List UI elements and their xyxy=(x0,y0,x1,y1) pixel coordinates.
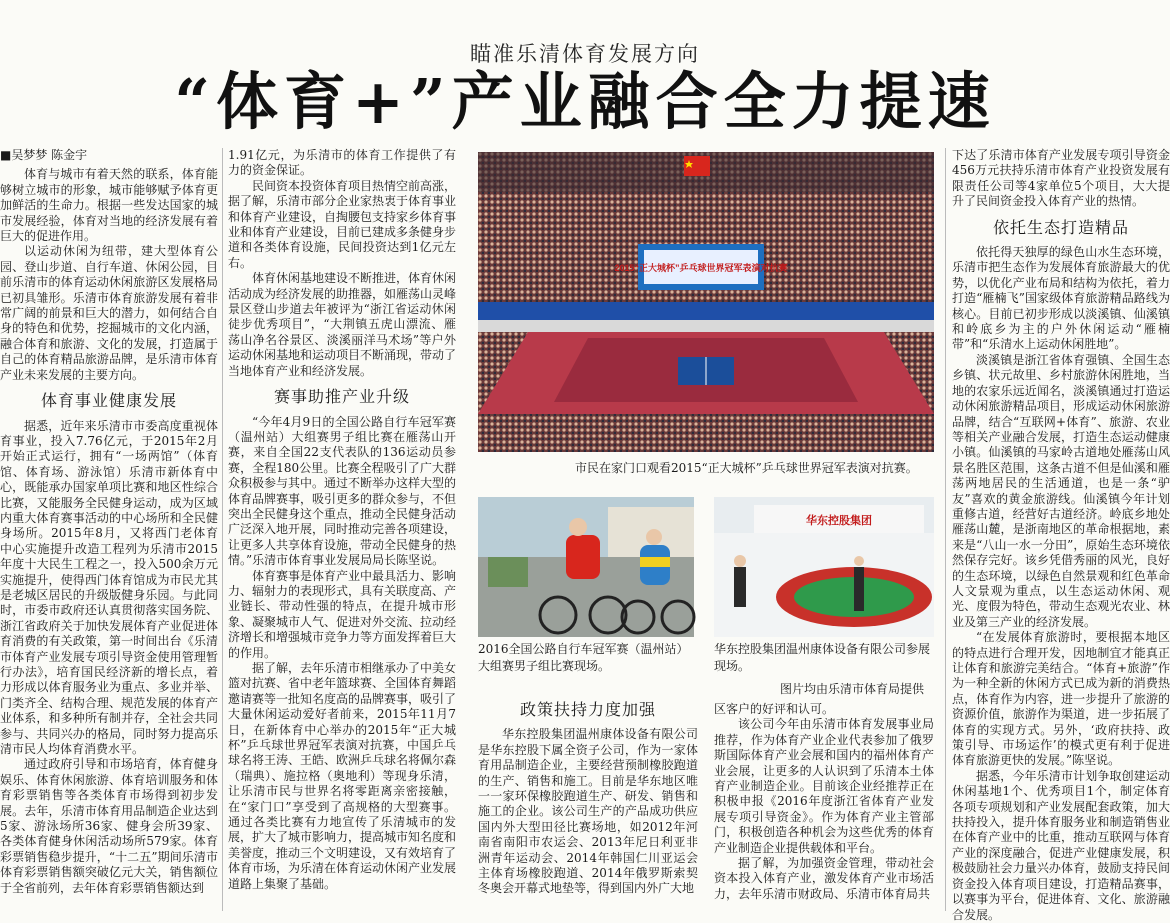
byline: ■吴梦梦 陈金宇 xyxy=(0,148,88,162)
paragraph: 体育休闲基地建设不断推进，体育休闲活动成为经济发展的助推器，如雁荡山灵峰景区登山步道去年被评为“浙江省运动休闲徒步优秀项目”，“大荆镇五虎山漂流、雁荡山净名谷景区、淡溪丽洋马术场”等户外运动休闲基地和运动项目不断涌现，带动了当地体育产业和经济发展。 xyxy=(228,271,457,378)
section-heading: 政策扶持力度加强 xyxy=(519,700,656,719)
photo-caption: 市民在家门口观看2015“正大城杯”乒乓球世界冠军表演对抗赛。 xyxy=(575,461,918,475)
column-4 xyxy=(714,702,934,911)
kicker-title: 瞄准乐清体育发展方向 xyxy=(470,42,700,66)
paragraph: 1.91亿元，为乐清市的体育工作提供了有力的资金保证。 xyxy=(228,148,456,178)
photo-caption: 华东控股集团温州康体设备有限公司参展现场。 xyxy=(714,642,931,673)
paragraph: 据悉，今年乐清市计划争取创建运动休闲基地1个、优秀项目1个，制定体育各项专项规划和产业发展配套政策，加大扶持投入，提升体育服务业和制造销售业在体育产业中的比重，推动互联网与体育产业的深度融合，促进产业健康发展，积极鼓励社会力量兴办体育，鼓励支持民间资金投入体育项目建设，打造精品赛事，以赛事为平台，促进体育、文化、旅游融合发展。 xyxy=(952,768,1170,922)
section-heading: 体育事业健康发展 xyxy=(40,391,177,411)
paragraph: 体育与城市有着天然的联系，体育能够树立城市的形象，城市能够赋予体育更加鲜活的生命力。根据一些发达国家的城市发展经验，体育对当地的经济发展有着巨大的促进作用。 xyxy=(0,167,218,244)
paragraph: 民间资本投资体育项目热情空前高涨，据了解，乐清市部分企业家热衷于体育事业和体育产业建设，自掏腰包支持家乡体育事业和体育产业建设，目前已建成多条健身步道和各类体育设施，民间投资达到1亿元左右。 xyxy=(228,178,457,270)
section-heading: 依托生态打造精品 xyxy=(992,217,1129,237)
paragraph: 依托得天独厚的绿色山水生态环境，乐清市把生态作为发展体育旅游最大的优势，以优化产业布局和结构为依托，着力打造“雁楠飞”国家级体育旅游精品路线为核心。目前已初步形成以淡溪镇、仙溪镇和岭底乡为主的户外休闲运动“雁楠带”和“乐清水上运动休闲胜地”。 xyxy=(952,245,1170,352)
expo-illustration xyxy=(714,497,934,637)
column-rule xyxy=(945,148,946,911)
cycling-illustration xyxy=(478,497,694,637)
arena-banner-text: 2015“正大城杯”乒乓球世界冠军表演对抗赛 xyxy=(614,263,788,273)
booth-sign-text: 华东控股集团 xyxy=(806,515,872,527)
paragraph: 据了解，为加强资金管理，带动社会资本投入体育产业，激发体育产业市场活力，去年乐清市财政局、乐清市体育局共 xyxy=(714,856,934,901)
photo-table-tennis-arena xyxy=(478,152,934,452)
photo-credit: 图片均由乐清市体育局提供 xyxy=(780,682,925,696)
paragraph: 该公司今年由乐清市体育发展事业局推荐，作为体育产业企业代表参加了俄罗斯国际体育产业会展和国内的福州体育产业会展，让更多的人认识到了乐清本土体育产业制造企业。目前该企业经推荐正在积极申报《2016年度浙江省体育产业发展专项引导资金》。作为体育产业主管部门，积极创造各种机会为这些优秀的体育产业制造企业提供载体和平台。 xyxy=(714,717,934,855)
paragraph: 通过政府引导和市场培育，体育健身娱乐、体育休闲旅游、体育培训服务和体育彩票销售等各类体育市场得到初步发展。去年，乐清市体育用品制造企业达到5家、游泳场所36家、健身会所39家、各类体育健身休闲活动场所579家。体育彩票销售稳步提升，“十二五”期间乐清市体育彩票销售额突破亿元大关，销售额位于全省前列，去年体育彩票销售额达到 xyxy=(0,757,218,895)
paragraph: “今年4月9日的全国公路自行车冠军赛（温州站）大组赛男子组比赛在雁荡山开赛，来自全国22支代表队的136运动员参赛，全程180公里。比赛全程吸引了广大群众积极参与其中。通过不断举办这样大型的体育品牌赛事，吸引更多的群众参与，不但突出全民健身这个重点，推动全民健身活动广泛深入地开展，同时推动完善各项建设，让更多人共享体育设施，带动全民健身的热情。”乐清市体育事业发展局局长陈坚说。 xyxy=(228,414,457,568)
paragraph: 淡溪镇是浙江省体育强镇、全国生态乡镇、状元故里、乡村旅游休闲胜地，当地的农家乐远近闻名，淡溪镇通过打造运动休闲旅游精品项目，形成运动休闲旅游品牌，结合“互联网+体育”、旅游、农业等相关产业融合发展，打造生态运动健康小镇。仙溪镇的马家岭古道地处雁荡山风景名胜区范围，这条古道不但是仙溪和雁荡两地居民的生活通道，也是一条“驴友”喜欢的黄金旅游线。仙溪镇今年计划重修古道，经营好古道经济。岭底乡地处雁荡山麓，是浙南地区的革命根据地，素来是“八山一水一分田”，原始生态环境依然保存完好。该乡凭借秀丽的风光，良好的生态环境，以绿色自然景观和红色革命人文景观为重点，以生态运动休闲、观光、度假为特色，带动生态观光农业、林业及第三产业的经济发展。 xyxy=(952,352,1170,629)
photo-caption: 2016全国公路自行车冠军赛（温州站）大组赛男子组比赛现场。 xyxy=(478,642,689,673)
main-headline: “体育+”产业融合全力提速 xyxy=(174,65,996,138)
column-5 xyxy=(952,148,1170,922)
column-2 xyxy=(228,148,456,910)
column-rule xyxy=(222,148,223,911)
paragraph: 据了解，去年乐清市相继承办了中美女篮对抗赛、省中老年篮球赛、全国体育舞蹈邀请赛等一批知名度高的品牌赛事，吸引了大量休闲运动爱好者前来，2015年11月7日，在新体育中心举办的2015年“正大城杯”乒乓球世界冠军表演对抗赛，中国乒乓球名将王涛、王皓、欧洲乒乓球名将佩尔森（瑞典）、施拉格（奥地利）等现身乐清，让乐清市民与世界名将零距离亲密接触，在“家门口”享受到了高规格的大型赛事。通过各类比赛有力地宣传了乐清城市的发展，扩大了城市影响力，提高城市知名度和美誉度，推动三个文明建设，又有效培育了体育市场，为乐清在体育运动休闲产业发展道路上集聚了基础。 xyxy=(228,661,457,891)
arena-illustration xyxy=(478,152,934,452)
section-heading: 赛事助推产业升级 xyxy=(273,387,410,407)
paragraph: 华东控股集团温州康体设备有限公司是华东控股下属全资子公司，作为一家体育用品制造企业，主要经营预制橡胶跑道的生产、销售和施工。目前是华东地区唯一一家环保橡胶跑道生产、研发、销售和施工的企业。该公司生产的产品成功供应国内外大型田径比赛场地，如2012年河南省南阳市农运会、2013年尼日利亚非洲青年运动会、2014年韩国仁川亚运会主体育场橡胶跑道、2014年俄罗斯索契冬奥会开幕式地垫等，得到国内外广大地 xyxy=(478,727,698,896)
photo-cycling-race xyxy=(478,497,694,637)
paragraph: 区客户的好评和认可。 xyxy=(714,702,835,716)
paragraph: 以运动休闲为纽带，建大型体育公园、登山步道、自行车道、休闲公园，目前乐清市的体育运动休闲旅游区发展格局已初具雏形。乐清市体育旅游发展有着非常广阔的前景和巨大的潜力，如何结合自身的特色和优势，挖掘城市的文化内涵，融合体育和旅游、文化的发展，打造属于自己的体育精品旅游品牌，是乐清市体育产业未来发展的主要方向。 xyxy=(0,244,218,382)
column-3 xyxy=(478,700,698,911)
column-1 xyxy=(0,148,218,910)
paragraph: 据悉，近年来乐清市市委高度重视体育事业，投入7.76亿元，于2015年2月开始正式运行，拥有“一场两馆”（体育馆、体育场、游泳馆）乐清市新体育中心，既能承办国家单项比赛和地区性综合比赛，又能服务全民健身运动，成为区域内重大体育赛事活动的中心场所和全民健身场所。2015年8月，又将西门老体育中心实施提升改造工程列为乐清市2015年度十大民生工程之一，投入500余万元实施提升，使得西门体育馆成为市民尤其是老城区居民的升级版健身乐园。与此同时，市委市政府还认真贯彻落实国务院、浙江省政府关于加快发展体育产业促进体育消费的有关政策，第一时间出台《乐清市体育产业发展专项引导资金使用管理暂行办法》，培育国民经济新的增长点，着力形成以体育服务业为重点、多业并举、门类齐全、结构合理、规范发展的体育产业体系，和多种所有制并存，全社会共同参与、共同兴办的格局，同时努力提高乐清市民人均体育消费水平。 xyxy=(0,418,218,757)
paragraph: 下达了乐清市体育产业发展专项引导资金456万元扶持乐清市体育产业投资发展有限责任公司等4家单位5个项目，大大提升了民间资金投入体育产业的热情。 xyxy=(952,148,1170,209)
photo-expo-booth xyxy=(714,497,934,637)
paragraph: “在发展体育旅游时，要根据本地区的特点进行合理开发，因地制宜才能真正让体育和旅游完美结合。“体育+旅游”作为一种全新的休闲方式已成为新的消费热点，体育作为内容，进一步提升了旅游的资源价值，旅游作为渠道，进一步拓展了体育的实现方式。另外，‘政府扶持、政策引导、市场运作’的模式更有利于促进体育旅游更快的发展。”陈坚说。 xyxy=(952,630,1170,768)
paragraph: 体育赛事是体育产业中最具活力、影响力、辐射力的表现形式，具有关联度高、产业链长、带动性强的特点，在提升城市形象、凝聚城市人气、促进对外交流、拉动经济增长和增强城市竞争力等方面发挥着巨大的作用。 xyxy=(228,568,457,660)
